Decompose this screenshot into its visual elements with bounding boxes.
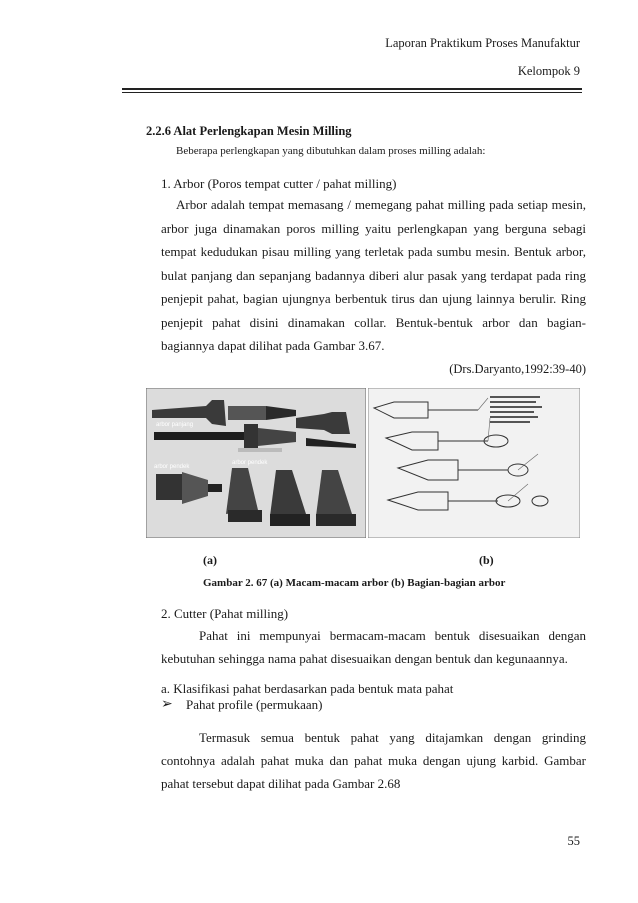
figure-label-a: (a) (203, 553, 217, 567)
cutter-paragraph (161, 624, 586, 670)
running-header-group: Kelompok 9 (517, 64, 580, 78)
figure-label-b: (b) (479, 553, 494, 567)
header-rule-thick (122, 88, 582, 90)
cutter-paragraph-text: Pahat ini mempunyai bermacam-macam bentuk disesuaikan dengan kebutuhan sehingga nama pahat disesuaikan dengan bentuk dan kegunaannya. (161, 628, 586, 666)
running-header-title: Laporan Praktikum Proses Manufaktur (385, 36, 580, 50)
citation: (Drs.Daryanto,1992:39-40) (449, 362, 586, 376)
arrow-bullet-icon: ➢ (161, 697, 173, 712)
header-rule-thin (122, 92, 582, 93)
page-number: 55 (567, 834, 580, 848)
list-item-cutter: 2. Cutter (Pahat milling) (161, 606, 289, 621)
figure-caption: Gambar 2. 67 (a) Macam-macam arbor (b) Bagian-bagian arbor (203, 577, 506, 589)
arbor-photo-graphic (146, 388, 366, 538)
list-item-klasifikasi: a. Klasifikasi pahat berdasarkan pada bentuk mata pahat (161, 681, 454, 696)
bullet-pahat-profile: Pahat profile (permukaan) (186, 697, 323, 712)
klasifikasi-paragraph-text: Termasuk semua bentuk pahat yang ditajamkan dengan grinding contohnya adalah pahat muka dan pahat muka dengan ujung karbid. Gambar pahat tersebut dapat dilihat pada Gambar 2.68 (161, 730, 586, 791)
section-intro: Beberapa perlengkapan yang dibutuhkan dalam proses milling adalah: (176, 145, 486, 157)
klasifikasi-paragraph (161, 726, 586, 795)
arbor-paragraph-text: Arbor adalah tempat memasang / memegang pahat milling pada setiap mesin, arbor juga dinamakan poros milling yaitu perlengkapan yang berguna sebagi tempat kedudukan pisau milling yang terletak pada sumbu mesin. Bentuk arbor, bulat panjang dan sepanjang badannya diberi alur pasak yang terdapat pada ring penjepit pahat, bagian ujungnya berbentuk tirus dan ujung lainnya berulir. Ring penjepit pahat disini dinamakan collar. Bentuk-bentuk arbor dan bagian-bagiannya dapat dilihat pada Gambar 3.67. (161, 197, 586, 353)
photo-label-arbor-pendek-2: arbor pendek (232, 460, 268, 466)
section-heading: 2.2.6 Alat Perlengkapan Mesin Milling (146, 124, 352, 138)
figure-arbor-parts-drawing (368, 388, 580, 538)
list-item-arbor: 1. Arbor (Poros tempat cutter / pahat milling) (161, 176, 397, 191)
photo-label-arbor-pendek-1: arbor pendek (154, 464, 190, 470)
figure-arbor-photo (146, 388, 366, 538)
photo-label-arbor-panjang: arbor panjang (156, 422, 194, 428)
arbor-parts-graphic (368, 388, 580, 538)
arbor-paragraph (161, 193, 586, 358)
